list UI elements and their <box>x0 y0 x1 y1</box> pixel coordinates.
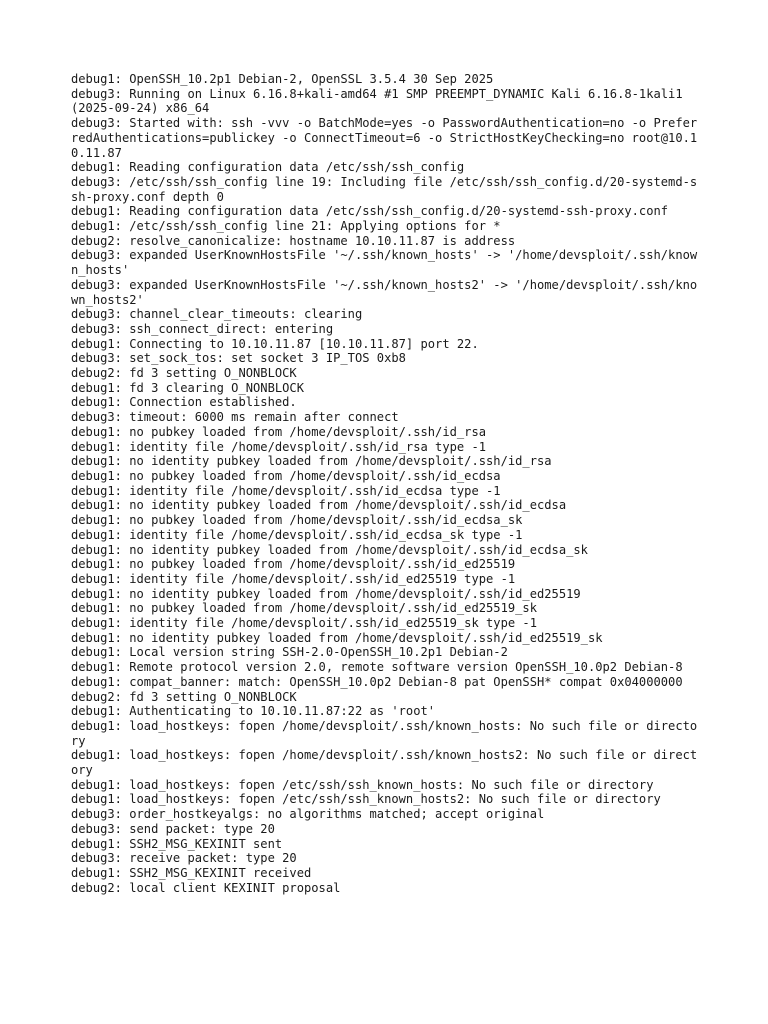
log-line: debug1: Authenticating to 10.10.11.87:22 as 'root' <box>71 704 436 719</box>
log-line: debug1: Local version string SSH-2.0-OpenSSH_10.2p1 Debian-2 <box>71 645 508 660</box>
log-line: debug1: identity file /home/devsploit/.ssh/id_ed25519 type -1 <box>71 571 516 586</box>
log-line: debug2: fd 3 setting O_NONBLOCK <box>71 689 297 704</box>
log-line: debug2: local client KEXINIT proposal <box>71 880 341 895</box>
log-line: debug1: no pubkey loaded from /home/devsploit/.ssh/id_ecdsa <box>71 468 501 483</box>
log-line: debug1: Reading configuration data /etc/ssh/ssh_config.d/20-systemd-ssh-proxy.conf <box>71 204 669 219</box>
log-line: debug3: expanded UserKnownHostsFile '~/.ssh/known_hosts2' -> '/home/devsploit/.ssh/known_hosts2' <box>71 277 698 307</box>
log-line: debug1: identity file /home/devsploit/.ssh/id_rsa type -1 <box>71 439 487 454</box>
log-line: debug2: fd 3 setting O_NONBLOCK <box>71 366 297 381</box>
ssh-debug-log <box>71 72 701 895</box>
log-line: debug1: no pubkey loaded from /home/devsploit/.ssh/id_rsa <box>71 424 487 439</box>
log-line: debug1: no pubkey loaded from /home/devsploit/.ssh/id_ed25519 <box>71 557 516 572</box>
log-line: debug1: SSH2_MSG_KEXINIT sent <box>71 836 283 851</box>
log-line: debug2: resolve_canonicalize: hostname 10.10.11.87 is address <box>71 233 516 248</box>
log-line: debug3: send packet: type 20 <box>71 821 275 836</box>
log-line: debug3: channel_clear_timeouts: clearing <box>71 307 363 322</box>
log-line: debug1: no identity pubkey loaded from /home/devsploit/.ssh/id_ed25519_sk <box>71 630 603 645</box>
log-line: debug1: Connection established. <box>71 395 297 410</box>
log-line: debug3: timeout: 6000 ms remain after connect <box>71 410 399 425</box>
log-line: debug1: compat_banner: match: OpenSSH_10.0p2 Debian-8 pat OpenSSH* compat 0x04000000 <box>71 674 683 689</box>
log-line: debug1: identity file /home/devsploit/.ssh/id_ecdsa type -1 <box>71 483 501 498</box>
log-line: debug1: Connecting to 10.10.11.87 [10.10.11.87] port 22. <box>71 336 479 351</box>
log-line: debug3: order_hostkeyalgs: no algorithms matched; accept original <box>71 807 545 822</box>
log-line: debug3: Running on Linux 6.16.8+kali-amd64 #1 SMP PREEMPT_DYNAMIC Kali 6.16.8-1kali1 (2025-09-24) x86_64 <box>71 86 690 116</box>
log-line: debug1: load_hostkeys: fopen /etc/ssh/ssh_known_hosts2: No such file or directory <box>71 792 661 807</box>
log-line: debug1: no identity pubkey loaded from /home/devsploit/.ssh/id_rsa <box>71 454 552 469</box>
log-line: debug3: expanded UserKnownHostsFile '~/.ssh/known_hosts' -> '/home/devsploit/.ssh/known_hosts' <box>71 248 698 278</box>
log-line: debug1: OpenSSH_10.2p1 Debian-2, OpenSSL 3.5.4 30 Sep 2025 <box>71 72 494 86</box>
log-line: debug3: ssh_connect_direct: entering <box>71 321 334 336</box>
log-line: debug1: load_hostkeys: fopen /home/devsploit/.ssh/known_hosts: No such file or directory <box>71 718 698 748</box>
log-line: debug1: load_hostkeys: fopen /etc/ssh/ssh_known_hosts: No such file or directory <box>71 777 654 792</box>
log-line: debug1: no identity pubkey loaded from /home/devsploit/.ssh/id_ecdsa_sk <box>71 542 588 557</box>
log-line: debug1: no identity pubkey loaded from /home/devsploit/.ssh/id_ed25519 <box>71 586 581 601</box>
log-line: debug1: /etc/ssh/ssh_config line 21: Applying options for * <box>71 219 501 234</box>
log-line: debug3: /etc/ssh/ssh_config line 19: Including file /etc/ssh/ssh_config.d/20-systemd-ssh-proxy.conf depth 0 <box>71 174 698 204</box>
log-line: debug3: Started with: ssh -vvv -o BatchMode=yes -o PasswordAuthentication=no -o PreferredAuthentications=publickey -o ConnectTimeout=6 -o StrictHostKeyChecking=no root@10.10.11.87 <box>71 116 698 160</box>
log-line: debug1: identity file /home/devsploit/.ssh/id_ecdsa_sk type -1 <box>71 527 523 542</box>
log-line: debug1: Remote protocol version 2.0, remote software version OpenSSH_10.0p2 Debian-8 <box>71 660 683 675</box>
log-line: debug1: SSH2_MSG_KEXINIT received <box>71 865 312 880</box>
log-line: debug1: no pubkey loaded from /home/devsploit/.ssh/id_ecdsa_sk <box>71 513 523 528</box>
log-line: debug1: no identity pubkey loaded from /home/devsploit/.ssh/id_ecdsa <box>71 498 567 513</box>
log-line: debug1: no pubkey loaded from /home/devsploit/.ssh/id_ed25519_sk <box>71 601 537 616</box>
log-line: debug1: identity file /home/devsploit/.ssh/id_ed25519_sk type -1 <box>71 616 537 631</box>
log-line: debug3: set_sock_tos: set socket 3 IP_TOS 0xb8 <box>71 351 406 366</box>
log-line: debug1: Reading configuration data /etc/ssh/ssh_config <box>71 160 465 175</box>
log-line: debug1: load_hostkeys: fopen /home/devsploit/.ssh/known_hosts2: No such file or directory <box>71 748 698 778</box>
log-line: debug1: fd 3 clearing O_NONBLOCK <box>71 380 304 395</box>
log-line: debug3: receive packet: type 20 <box>71 851 297 866</box>
